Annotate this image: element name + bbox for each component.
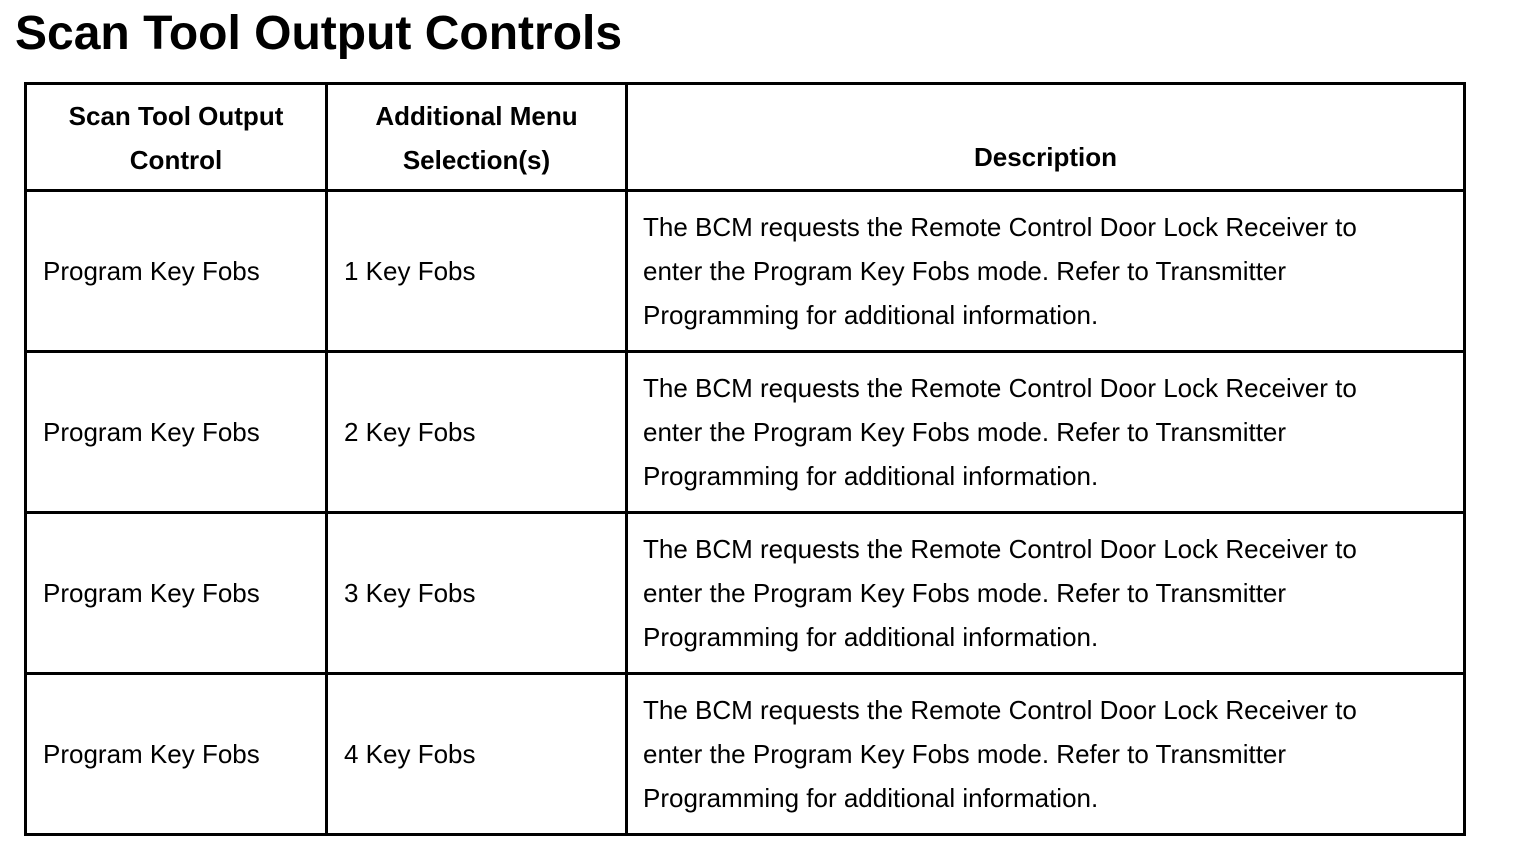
cell-selection: 2 Key Fobs	[327, 352, 627, 513]
cell-control: Program Key Fobs	[26, 513, 327, 674]
cell-control: Program Key Fobs	[26, 674, 327, 835]
page-title: Scan Tool Output Controls	[15, 7, 623, 60]
table-row	[26, 674, 1465, 835]
header-label: Additional Menu Selection(s)	[375, 101, 578, 175]
header-label: Scan Tool Output Control	[68, 101, 284, 175]
output-controls-table-container	[24, 82, 1464, 836]
header-additional-menu-selections	[327, 84, 627, 191]
header-description	[627, 84, 1465, 191]
cell-description: The BCM requests the Remote Control Door Lock Receiver to enter the Program Key Fobs mode. Refer to Transmitter Programming for additional information.	[627, 513, 1465, 674]
cell-selection: 4 Key Fobs	[327, 674, 627, 835]
cell-description: The BCM requests the Remote Control Door Lock Receiver to enter the Program Key Fobs mode. Refer to Transmitter Programming for additional information.	[627, 191, 1465, 352]
output-controls-table	[24, 82, 1466, 836]
cell-control: Program Key Fobs	[26, 352, 327, 513]
header-scan-tool-output-control	[26, 84, 327, 191]
cell-description: The BCM requests the Remote Control Door Lock Receiver to enter the Program Key Fobs mode. Refer to Transmitter Programming for additional information.	[627, 352, 1465, 513]
cell-description: The BCM requests the Remote Control Door Lock Receiver to enter the Program Key Fobs mode. Refer to Transmitter Programming for additional information.	[627, 674, 1465, 835]
cell-control: Program Key Fobs	[26, 191, 327, 352]
cell-selection: 1 Key Fobs	[327, 191, 627, 352]
table-header-row	[26, 84, 1465, 191]
table-row	[26, 191, 1465, 352]
header-label: Description	[973, 142, 1118, 172]
table-row	[26, 513, 1465, 674]
cell-selection: 3 Key Fobs	[327, 513, 627, 674]
table-row	[26, 352, 1465, 513]
